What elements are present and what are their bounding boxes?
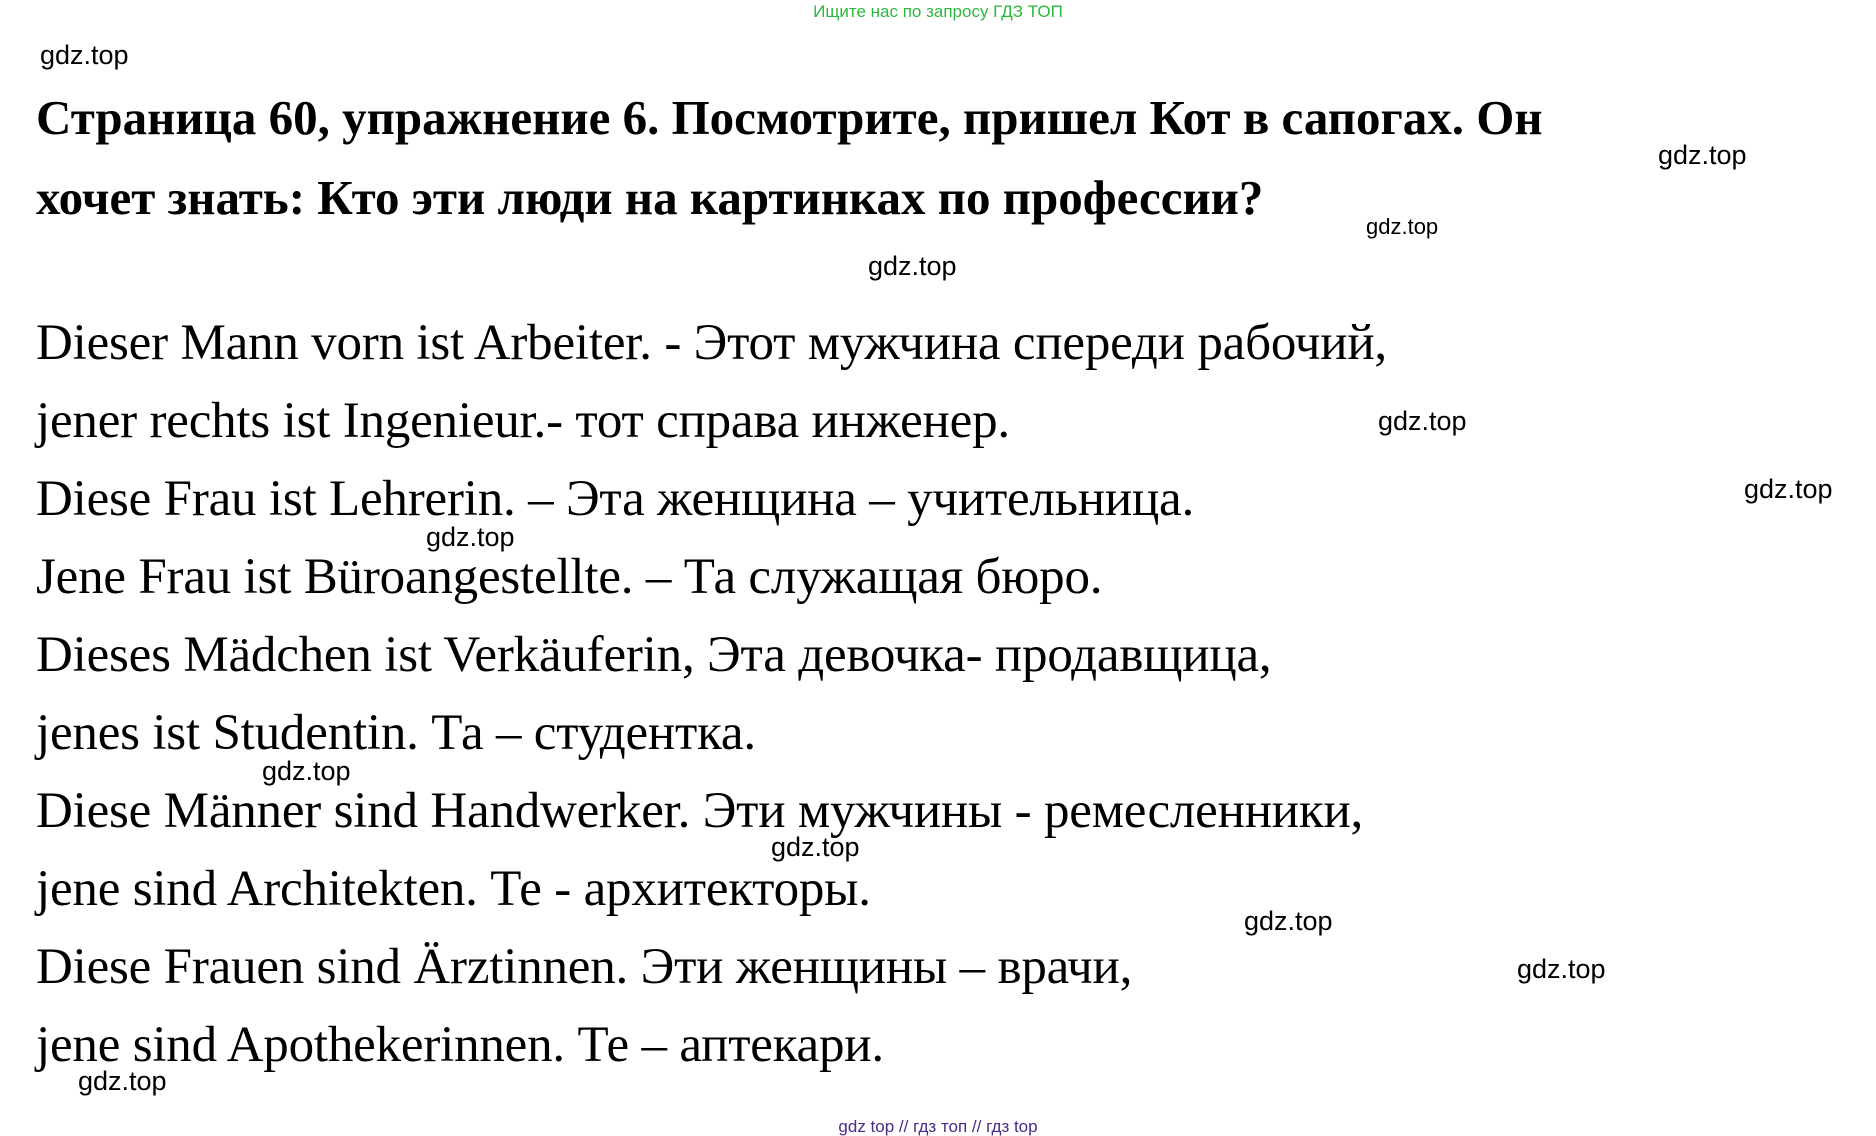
answer-line: Dieser Mann vorn ist Arbeiter. - Этот мужчина спереди рабочий, bbox=[36, 315, 1387, 371]
title-line-1: Страница 60, упражнение 6. Посмотрите, пришел Кот в сапогах. Он bbox=[36, 90, 1543, 145]
title-line-2: хочет знать: Кто эти люди на картинках по профессии? bbox=[36, 170, 1264, 225]
watermark: gdz.top bbox=[1517, 954, 1606, 984]
answer-line: Dieses Mädchen ist Verkäuferin, Эта девочка- продавщица, bbox=[36, 627, 1272, 683]
answer-line: jene sind Apothekerinnen. Те – аптекари. bbox=[36, 1017, 884, 1073]
watermark: gdz.top bbox=[1378, 406, 1467, 436]
watermark: gdz.top bbox=[1366, 214, 1439, 239]
top-banner: Ищите нас по запросу ГДЗ ТОП bbox=[813, 2, 1063, 21]
watermark: gdz.top bbox=[78, 1066, 167, 1096]
watermark: gdz.top bbox=[262, 756, 351, 786]
watermark: gdz.top bbox=[868, 251, 957, 281]
watermark: gdz.top bbox=[1744, 474, 1833, 504]
watermark: gdz.top bbox=[40, 40, 129, 70]
watermark: gdz.top bbox=[771, 832, 860, 862]
answer-text bbox=[36, 304, 1387, 1084]
page-title bbox=[36, 78, 1856, 238]
answer-line: Jene Frau ist Büroangestellte. – Та служащая бюро. bbox=[36, 549, 1103, 605]
answer-line: Diese Männer sind Handwerker. Эти мужчины - ремесленники, bbox=[36, 783, 1364, 839]
watermark: gdz.top bbox=[1244, 906, 1333, 936]
answer-line: jene sind Architekten. Те - архитекторы. bbox=[36, 861, 871, 917]
answer-line: Diese Frau ist Lehrerin. – Эта женщина – учительница. bbox=[36, 471, 1195, 527]
answer-line: jenes ist Studentin. Та – студентка. bbox=[36, 705, 756, 761]
watermark: gdz.top bbox=[1658, 140, 1747, 170]
watermark: gdz.top bbox=[426, 522, 515, 552]
answer-line: jener rechts ist Ingenieur.- тот справа инженер. bbox=[36, 393, 1010, 449]
answer-line: Diese Frauen sind Ärztinnen. Эти женщины – врачи, bbox=[36, 939, 1133, 995]
bottom-banner: gdz top // гдз топ // гдз top bbox=[838, 1117, 1038, 1136]
